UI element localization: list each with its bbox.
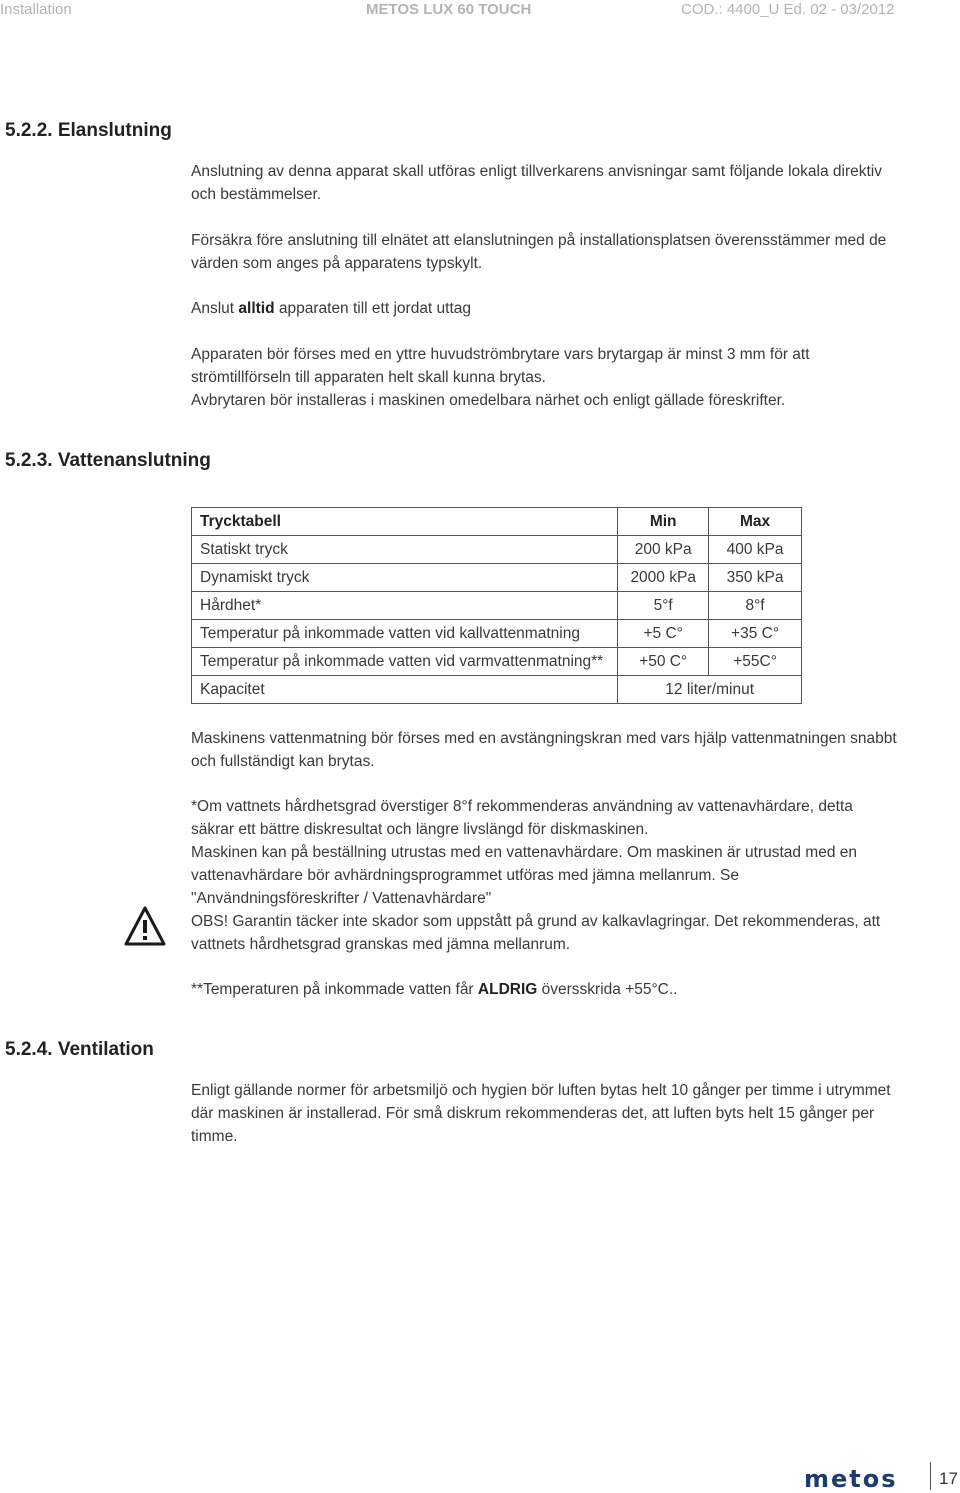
table-header: Min <box>618 508 709 536</box>
note: Maskinen kan på beställning utrustas med en vattenavhärdare. Om maskinen är utrustad med en vattenavhärdare bör avhärdningsprogrammet utföras med jämna mellanrum. Se "Användningsföreskrifter / Vattenavhärdare" <box>191 844 858 907</box>
table-cell: 5°f <box>618 592 709 620</box>
table-row <box>192 536 802 564</box>
paragraph-ground <box>191 297 897 320</box>
table-header-row <box>192 508 802 536</box>
section-title-vattenanslutning: 5.2.3. Vattenanslutning <box>5 450 211 471</box>
table-cell: Statiskt tryck <box>192 536 618 564</box>
note: *Om vattnets hårdhetsgrad överstiger 8°f rekommenderas användning av vattenavhärdare, detta säkrar ett bättre diskresultat och längre livslängd för diskmaskinen. <box>191 798 853 838</box>
table-row <box>192 592 802 620</box>
table-cell: 12 liter/minut <box>618 676 802 704</box>
table-cell: Temperatur på inkommade vatten vid kallvattenmatning <box>192 620 618 648</box>
table-row <box>192 676 802 704</box>
warning-triangle-icon <box>124 906 166 951</box>
table-cell: 200 kPa <box>618 536 709 564</box>
section-title-ventilation: 5.2.4. Ventilation <box>5 1039 154 1060</box>
paragraph: Försäkra före anslutning till elnätet att elanslutningen på installationsplatsen överensstämmer med de värden som anges på apparatens typskylt. <box>191 232 887 272</box>
table-cell: Hårdhet* <box>192 592 618 620</box>
header-product: METOS LUX 60 TOUCH <box>366 1 532 18</box>
table-cell: 2000 kPa <box>618 564 709 592</box>
table-row <box>192 648 802 676</box>
text: **Temperaturen på inkommade vatten får <box>191 981 478 998</box>
emphasis: ALDRIG <box>477 981 538 998</box>
table-cell: 350 kPa <box>709 564 802 592</box>
table-row <box>192 564 802 592</box>
table-cell: 400 kPa <box>709 536 802 564</box>
text: Anslut <box>191 300 239 317</box>
table-cell: +5 C° <box>618 620 709 648</box>
emphasis: alltid <box>238 300 275 317</box>
text: apparaten till ett jordat uttag <box>274 300 472 317</box>
table-cell: +50 C° <box>618 648 709 676</box>
table-header: Max <box>709 508 802 536</box>
table-row <box>192 620 802 648</box>
note-temperature <box>191 978 897 1001</box>
table-cell: Kapacitet <box>192 676 618 704</box>
header-code: COD.: 4400_U Ed. 02 - 03/2012 <box>681 1 895 18</box>
table-cell: Temperatur på inkommade vatten vid varmvattenmatning** <box>192 648 618 676</box>
table-cell: +55C° <box>709 648 802 676</box>
paragraph: Avbrytaren bör installeras i maskinen omedelbara närhet och enligt gällade föreskrifter. <box>191 392 786 409</box>
text: översskrida +55°C.. <box>537 981 678 998</box>
paragraph: Maskinens vattenmatning bör förses med en avstängningskran med vars hjälp vattenmatningen snabbt och fullständigt kan brytas. <box>191 730 897 770</box>
header-section: Installation <box>0 1 72 18</box>
pressure-table <box>191 507 802 704</box>
footer-divider <box>930 1462 931 1490</box>
paragraph: Apparaten bör förses med en yttre huvudströmbrytare vars brytargap är minst 3 mm för att strömtillförseln till apparaten helt skall kunna brytas. <box>191 346 810 386</box>
metos-logo: metos <box>804 1465 898 1493</box>
page-number: 17 <box>939 1469 958 1488</box>
paragraph: Anslutning av denna apparat skall utföras enligt tillverkarens anvisningar samt följande lokala direktiv och bestämmelser. <box>191 163 882 203</box>
section-title-elanslutning: 5.2.2. Elanslutning <box>5 120 172 141</box>
paragraph: Enligt gällande normer för arbetsmiljö och hygien bör luften bytas helt 10 gånger per timme i utrymmet där maskinen är installerad. För små diskrum rekommenderas det, att luften byts helt 15 gånger per timme. <box>191 1082 891 1145</box>
table-cell: +35 C° <box>709 620 802 648</box>
table-cell: 8°f <box>709 592 802 620</box>
note: OBS! Garantin täcker inte skador som uppstått på grund av kalkavlagringar. Det rekommenderas, att vattnets hårdhetsgrad granskas med jämna mellanrum. <box>191 913 881 953</box>
table-cell: Dynamiskt tryck <box>192 564 618 592</box>
table-header: Trycktabell <box>192 508 618 536</box>
